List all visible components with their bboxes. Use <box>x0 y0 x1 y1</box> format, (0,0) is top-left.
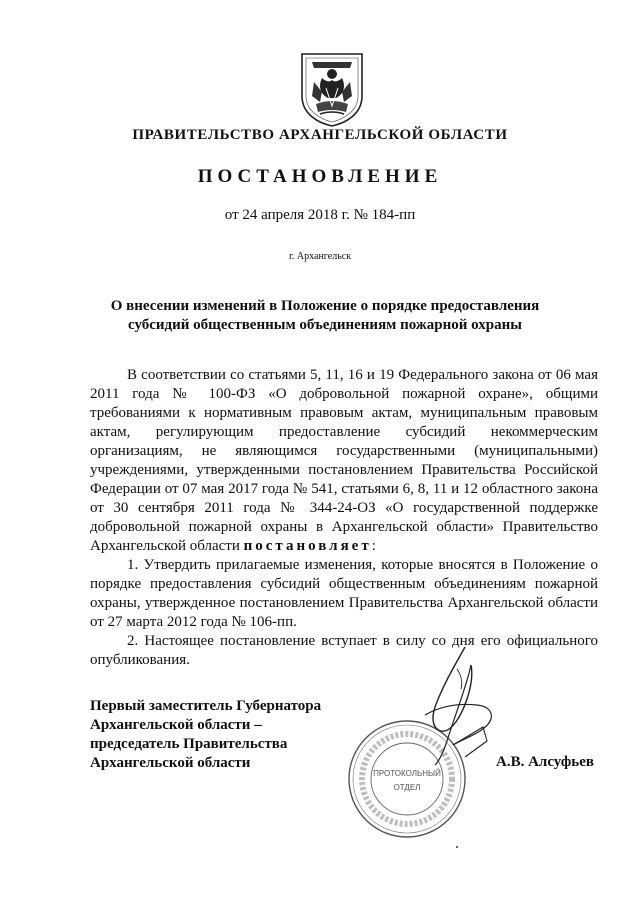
item-paragraph: 2. Настоящее постановление вступает в силу со дня его официального опубликования. <box>90 633 598 668</box>
signer-position-line: председатель Правительства <box>90 736 288 752</box>
signer-position-line: Архангельской области <box>90 755 251 771</box>
handwritten-signature <box>395 645 505 775</box>
document-type: ПОСТАНОВЛЕНИЕ <box>197 166 443 187</box>
document-body <box>90 366 598 670</box>
scan-dot <box>456 846 458 848</box>
signer-name: А.В. Алсуфьев <box>496 754 594 770</box>
document-date-number: от 24 апреля 2018 г. № 184-пп <box>224 207 416 223</box>
signer-position-line: Первый заместитель Губернатора <box>90 698 322 714</box>
document-subject <box>90 297 560 335</box>
signer-position <box>90 697 321 773</box>
signer-position-line: Архангельской области – <box>90 717 262 733</box>
seal-text: ОТДЕЛ <box>393 783 421 792</box>
preamble-paragraph <box>90 366 598 556</box>
item-paragraph: 1. Утвердить прилагаемые изменения, которые вносятся в Положение о порядке предоставления субсидий общественным объединениям пожарной охраны, утвержденное постановлением Правительства Архангельской области от 27 марта 2012 года № 106-пп. <box>90 557 598 630</box>
subject-line: О внесении изменений в Положение о порядке предоставления <box>110 298 540 314</box>
colon: : <box>371 538 376 554</box>
document-city: г. Архангельск <box>288 251 352 262</box>
resolves-word: постановляет <box>243 538 372 554</box>
government-title: ПРАВИТЕЛЬСТВО АРХАНГЕЛЬСКОЙ ОБЛАСТИ <box>132 127 508 143</box>
subject-line: субсидий общественным объединениям пожарной охраны <box>127 317 522 333</box>
coat-of-arms-icon <box>298 52 366 128</box>
seal-text: ПРОТОКОЛЬНЫЙ <box>373 769 441 778</box>
preamble-text: В соответствии со статьями 5, 11, 16 и 19 Федерального закона от 06 мая 2011 года № 100-ФЗ «О добровольной пожарной охране», общими требованиями к нормативным правовым актам, муниципальным правовым актам, регулирующим предоставление субсидий некоммерческим организациям, не являющимся государственными (муниципальными) учреждениями, утвержденными постановлением Правительства Российской Федерации от 07 мая 2017 года № 541, статьями 6, 8, 11 и 12 областного закона от 30 сентября 2011 года № 344-24-ОЗ «О государственной поддержке добровольной пожарной охраны в Архангельской области» Правительство Архангельской области <box>90 367 598 554</box>
